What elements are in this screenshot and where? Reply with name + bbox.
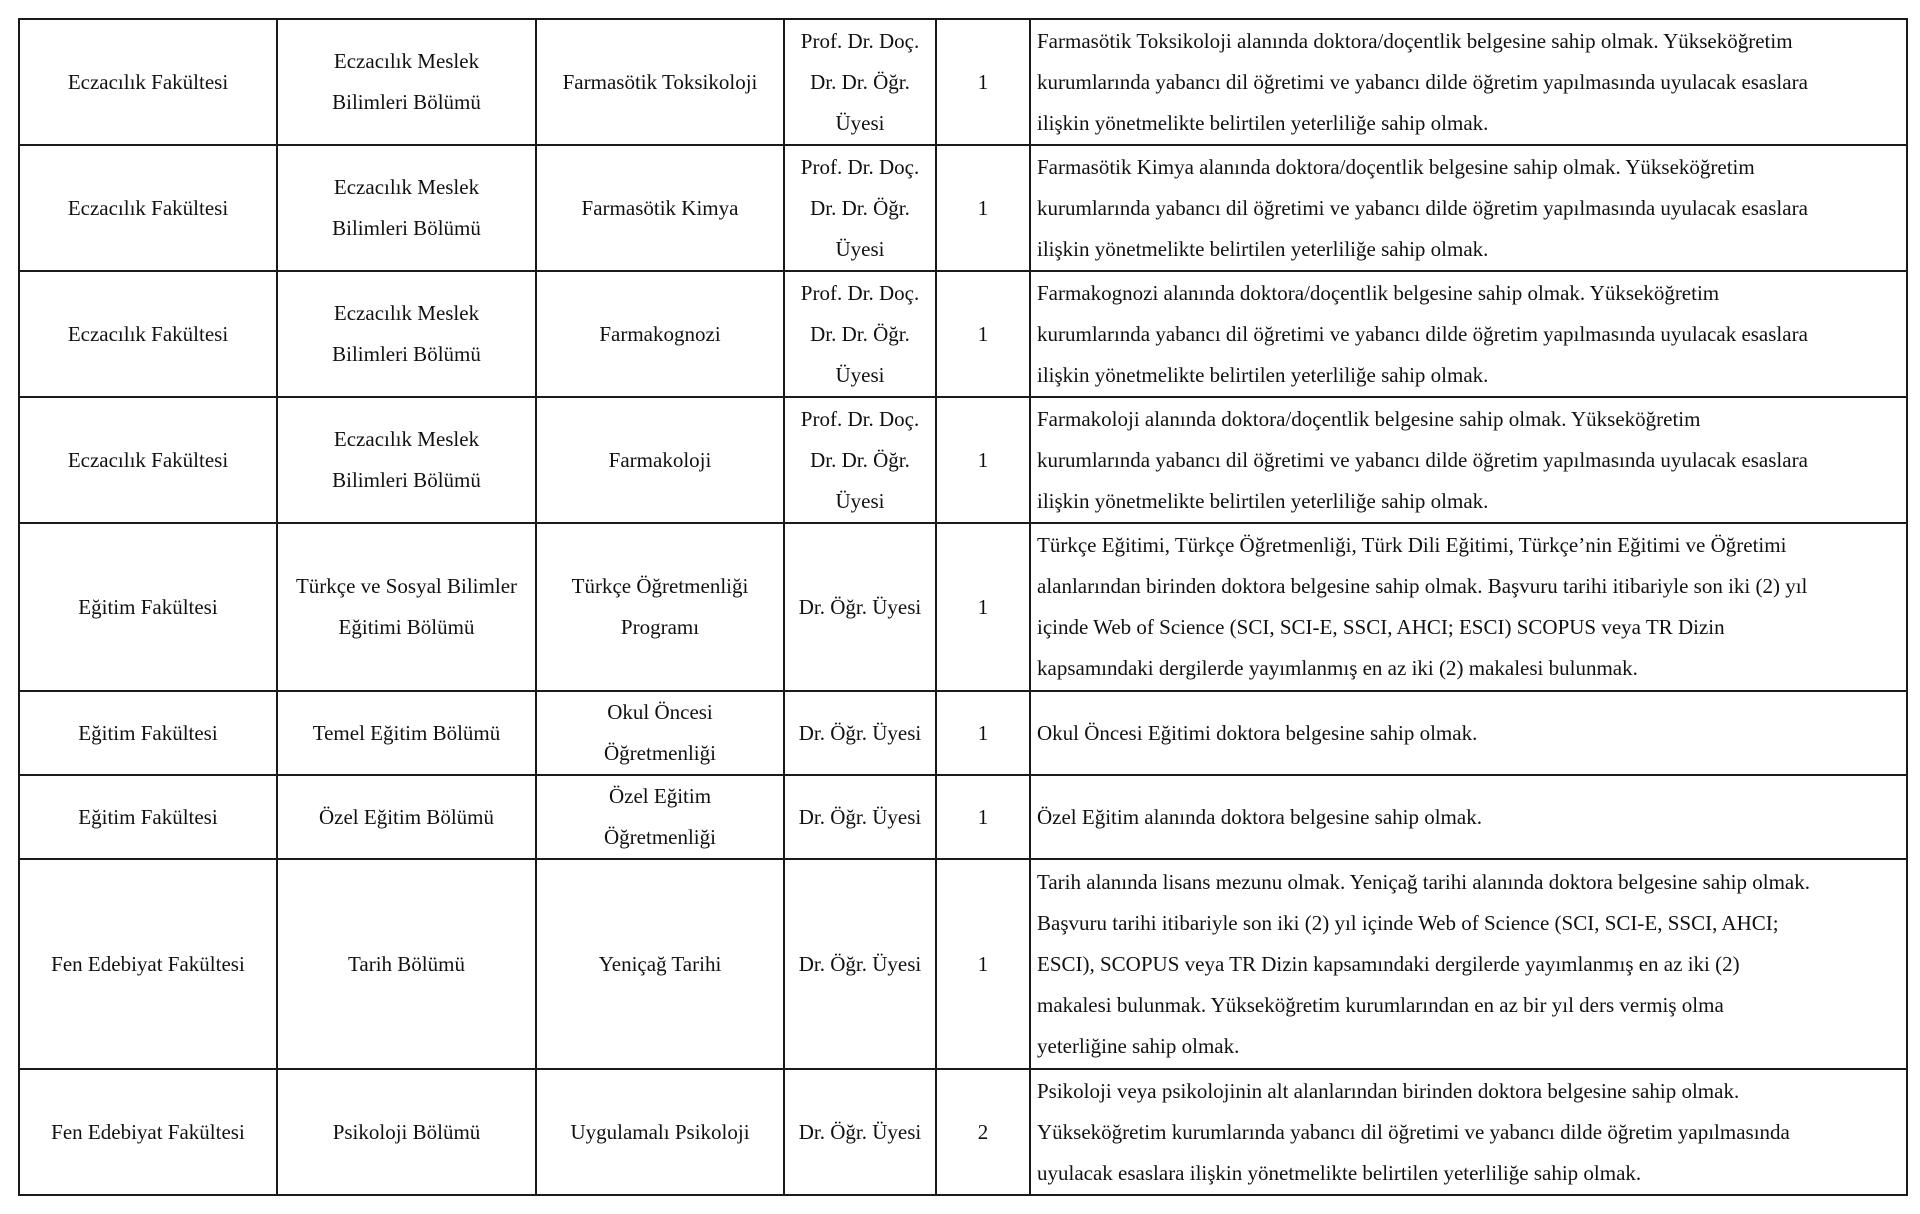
faculty-cell: Eczacılık Fakültesi	[19, 19, 277, 145]
table-row	[19, 775, 1907, 859]
department-cell: Psikoloji Bölümü	[277, 1069, 536, 1195]
count-cell: 1	[936, 691, 1030, 775]
table-row	[19, 397, 1907, 523]
faculty-cell: Eczacılık Fakültesi	[19, 271, 277, 397]
faculty-cell: Fen Edebiyat Fakültesi	[19, 1069, 277, 1195]
requirements-cell: Psikoloji veya psikolojinin alt alanlarından birinden doktora belgesine sahip olmak. Yükseköğretim kurumlarında yabancı dil öğretimi ve yabancı dilde öğretim yapılmasında uyulacak esaslara ilişkin yönetmelikte belirtilen yeterliliğe sahip olmak.	[1030, 1069, 1907, 1195]
title-cell: Dr. Öğr. Üyesi	[784, 523, 936, 691]
requirements-cell: Farmakognozi alanında doktora/doçentlik belgesine sahip olmak. Yükseköğretim kurumlarında yabancı dil öğretimi ve yabancı dilde öğretim yapılmasında uyulacak esaslara ilişkin yönetmelikte belirtilen yeterliliğe sahip olmak.	[1030, 271, 1907, 397]
department-cell: Türkçe ve Sosyal Bilimler Eğitimi Bölümü	[277, 523, 536, 691]
title-cell: Prof. Dr. Doç. Dr. Dr. Öğr. Üyesi	[784, 19, 936, 145]
faculty-cell: Eğitim Fakültesi	[19, 691, 277, 775]
requirements-cell: Türkçe Eğitimi, Türkçe Öğretmenliği, Türk Dili Eğitimi, Türkçe’nin Eğitimi ve Öğretimi alanlarından birinden doktora belgesine sahip olmak. Başvuru tarihi itibariyle son iki (2) yıl içinde Web of Science (SCI, SCI-E, SSCI, AHCI; ESCI) SCOPUS veya TR Dizin kapsamındaki dergilerde yayımlanmış en az iki (2) makalesi bulunmak.	[1030, 523, 1907, 691]
field-cell: Farmasötik Kimya	[536, 145, 784, 271]
department-cell: Temel Eğitim Bölümü	[277, 691, 536, 775]
requirements-cell: Tarih alanında lisans mezunu olmak. Yeniçağ tarihi alanında doktora belgesine sahip olmak. Başvuru tarihi itibariyle son iki (2) yıl içinde Web of Science (SCI, SCI-E, SSCI, AHCI; ESCI), SCOPUS veya TR Dizin kapsamındaki dergilerde yayımlanmış en az iki (2) makalesi bulunmak. Yükseköğretim kurumlarından en az bir yıl ders vermiş olma yeterliğine sahip olmak.	[1030, 859, 1907, 1069]
field-cell: Okul Öncesi Öğretmenliği	[536, 691, 784, 775]
faculty-cell: Eğitim Fakültesi	[19, 775, 277, 859]
requirements-cell: Farmasötik Kimya alanında doktora/doçentlik belgesine sahip olmak. Yükseköğretim kurumlarında yabancı dil öğretimi ve yabancı dilde öğretim yapılmasında uyulacak esaslara ilişkin yönetmelikte belirtilen yeterliliğe sahip olmak.	[1030, 145, 1907, 271]
title-cell: Dr. Öğr. Üyesi	[784, 691, 936, 775]
count-cell: 1	[936, 397, 1030, 523]
count-cell: 1	[936, 19, 1030, 145]
faculty-cell: Fen Edebiyat Fakültesi	[19, 859, 277, 1069]
table-row	[19, 145, 1907, 271]
requirements-cell: Farmasötik Toksikoloji alanında doktora/doçentlik belgesine sahip olmak. Yükseköğretim kurumlarında yabancı dil öğretimi ve yabancı dilde öğretim yapılmasında uyulacak esaslara ilişkin yönetmelikte belirtilen yeterliliğe sahip olmak.	[1030, 19, 1907, 145]
table-row	[19, 859, 1907, 1069]
count-cell: 1	[936, 145, 1030, 271]
count-cell: 1	[936, 523, 1030, 691]
document-page	[18, 18, 1906, 1196]
faculty-cell: Eczacılık Fakültesi	[19, 397, 277, 523]
table-row	[19, 691, 1907, 775]
title-cell: Prof. Dr. Doç. Dr. Dr. Öğr. Üyesi	[784, 271, 936, 397]
faculty-cell: Eğitim Fakültesi	[19, 523, 277, 691]
department-cell: Eczacılık Meslek Bilimleri Bölümü	[277, 19, 536, 145]
field-cell: Türkçe Öğretmenliği Programı	[536, 523, 784, 691]
table-row	[19, 523, 1907, 691]
requirements-cell: Özel Eğitim alanında doktora belgesine sahip olmak.	[1030, 775, 1907, 859]
field-cell: Yeniçağ Tarihi	[536, 859, 784, 1069]
positions-table	[18, 18, 1908, 1196]
department-cell: Eczacılık Meslek Bilimleri Bölümü	[277, 271, 536, 397]
field-cell: Farmakoloji	[536, 397, 784, 523]
count-cell: 2	[936, 1069, 1030, 1195]
title-cell: Prof. Dr. Doç. Dr. Dr. Öğr. Üyesi	[784, 397, 936, 523]
count-cell: 1	[936, 271, 1030, 397]
field-cell: Farmasötik Toksikoloji	[536, 19, 784, 145]
field-cell: Farmakognozi	[536, 271, 784, 397]
field-cell: Uygulamalı Psikoloji	[536, 1069, 784, 1195]
requirements-cell: Okul Öncesi Eğitimi doktora belgesine sahip olmak.	[1030, 691, 1907, 775]
count-cell: 1	[936, 859, 1030, 1069]
faculty-cell: Eczacılık Fakültesi	[19, 145, 277, 271]
table-row	[19, 1069, 1907, 1195]
table-row	[19, 19, 1907, 145]
department-cell: Tarih Bölümü	[277, 859, 536, 1069]
field-cell: Özel Eğitim Öğretmenliği	[536, 775, 784, 859]
positions-table-body	[19, 19, 1907, 1195]
department-cell: Eczacılık Meslek Bilimleri Bölümü	[277, 145, 536, 271]
count-cell: 1	[936, 775, 1030, 859]
table-row	[19, 271, 1907, 397]
department-cell: Özel Eğitim Bölümü	[277, 775, 536, 859]
requirements-cell: Farmakoloji alanında doktora/doçentlik belgesine sahip olmak. Yükseköğretim kurumlarında yabancı dil öğretimi ve yabancı dilde öğretim yapılmasında uyulacak esaslara ilişkin yönetmelikte belirtilen yeterliliğe sahip olmak.	[1030, 397, 1907, 523]
title-cell: Prof. Dr. Doç. Dr. Dr. Öğr. Üyesi	[784, 145, 936, 271]
title-cell: Dr. Öğr. Üyesi	[784, 1069, 936, 1195]
title-cell: Dr. Öğr. Üyesi	[784, 859, 936, 1069]
title-cell: Dr. Öğr. Üyesi	[784, 775, 936, 859]
department-cell: Eczacılık Meslek Bilimleri Bölümü	[277, 397, 536, 523]
